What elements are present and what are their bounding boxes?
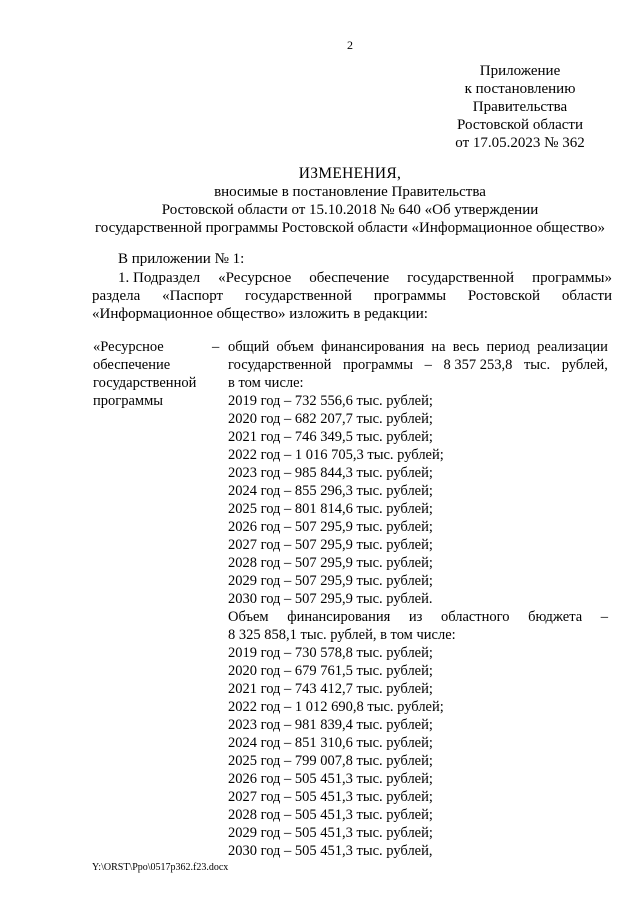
- year-row: 2020 год – 679 761,5 тыс. рублей;: [228, 663, 433, 679]
- word: весь: [452, 339, 480, 355]
- resource-values: [228, 338, 608, 860]
- year-row: 2026 год – 505 451,3 тыс. рублей;: [228, 771, 433, 787]
- total-line: [228, 338, 608, 356]
- word: 1. Подраздел: [118, 270, 201, 286]
- word: из: [408, 609, 423, 625]
- word: бюджета: [528, 609, 583, 625]
- resource-label: [93, 338, 196, 410]
- year-row: 2030 год – 505 451,3 тыс. рублей,: [228, 843, 433, 859]
- year-row: 2022 год – 1 012 690,8 тыс. рублей;: [228, 699, 444, 715]
- year-row: 2027 год – 507 295,9 тыс. рублей;: [228, 537, 433, 553]
- word: период: [486, 339, 530, 355]
- year-row: 2019 год – 732 556,6 тыс. рублей;: [228, 393, 433, 409]
- word: 8 357 253,8: [443, 357, 513, 373]
- year-row: 2024 год – 855 296,3 тыс. рублей;: [228, 483, 433, 499]
- label-line: обеспечение: [93, 357, 171, 373]
- label-line: государственной: [93, 375, 197, 391]
- year-row: 2028 год – 505 451,3 тыс. рублей;: [228, 807, 433, 823]
- regional-line: 8 325 858,1 тыс. рублей, в том числе:: [228, 627, 456, 643]
- year-row: 2024 год – 851 310,6 тыс. рублей;: [228, 735, 433, 751]
- word: на: [431, 339, 446, 355]
- word: финансирования: [321, 339, 425, 355]
- label-line: программы: [93, 393, 163, 409]
- word: общий: [228, 339, 270, 355]
- year-row: 2021 год – 746 349,5 тыс. рублей;: [228, 429, 433, 445]
- appendix-line: Ростовской области: [457, 117, 583, 133]
- word: раздела: [92, 288, 141, 304]
- word: государственной: [228, 357, 332, 373]
- year-row: 2021 год – 743 412,7 тыс. рублей;: [228, 681, 433, 697]
- title-line: Ростовской области от 15.10.2018 № 640 «Об утверждении: [161, 202, 539, 218]
- year-row: 2022 год – 1 016 705,3 тыс. рублей;: [228, 447, 444, 463]
- document-title-block: [40, 165, 640, 237]
- page-number: 2: [347, 38, 353, 52]
- appendix-line: Приложение: [479, 63, 561, 79]
- word: областного: [440, 609, 510, 625]
- title-line: вносимые в постановление Правительства: [214, 184, 486, 200]
- year-row: 2020 год – 682 207,7 тыс. рублей;: [228, 411, 433, 427]
- year-row: 2023 год – 985 844,3 тыс. рублей;: [228, 465, 433, 481]
- word: области: [561, 288, 612, 304]
- word: «Паспорт: [162, 288, 224, 304]
- appendix-line: Правительства: [472, 99, 568, 115]
- paragraph-line: «Информационное общество» изложить в редакции:: [92, 306, 428, 322]
- appendix-line: к постановлению: [464, 81, 576, 97]
- year-row: 2023 год – 981 839,4 тыс. рублей;: [228, 717, 433, 733]
- year-row: 2019 год – 730 578,8 тыс. рублей;: [228, 645, 433, 661]
- file-path-footer: Y:\ORST\Ppo\0517p362.f23.docx: [92, 862, 229, 873]
- word: обеспечение: [309, 270, 390, 286]
- year-row: 2030 год – 507 295,9 тыс. рублей.: [228, 591, 433, 607]
- year-row: 2029 год – 507 295,9 тыс. рублей;: [228, 573, 433, 589]
- word: объем: [276, 339, 314, 355]
- regional-line: [228, 608, 608, 626]
- word: Ростовской: [467, 288, 540, 304]
- word: –: [600, 609, 608, 625]
- word: рублей,: [561, 357, 608, 373]
- word: –: [424, 357, 432, 373]
- label-line: «Ресурсное: [93, 339, 164, 355]
- word: Объем: [228, 609, 269, 625]
- year-row: 2029 год – 505 451,3 тыс. рублей;: [228, 825, 433, 841]
- year-row: 2025 год – 801 814,6 тыс. рублей;: [228, 501, 433, 517]
- paragraph-line: [92, 269, 612, 287]
- title-line: государственной программы Ростовской области «Информационное общество»: [94, 220, 605, 236]
- paragraph-line: [92, 287, 612, 305]
- year-row: 2025 год – 799 007,8 тыс. рублей;: [228, 753, 433, 769]
- paragraph-1: [92, 269, 612, 323]
- appendix-header: [440, 62, 600, 152]
- word: программы»: [532, 270, 612, 286]
- word: программы: [342, 357, 413, 373]
- year-row: 2028 год – 507 295,9 тыс. рублей;: [228, 555, 433, 571]
- year-row: 2027 год – 505 451,3 тыс. рублей;: [228, 789, 433, 805]
- word: программы: [373, 288, 447, 304]
- intro-line: В приложении № 1:: [118, 251, 245, 267]
- year-row: 2026 год – 507 295,9 тыс. рублей;: [228, 519, 433, 535]
- appendix-line: от 17.05.2023 № 362: [455, 135, 585, 151]
- document-title: ИЗМЕНЕНИЯ,: [298, 165, 402, 182]
- word: финансирования: [287, 609, 391, 625]
- total-line: в том числе:: [228, 375, 304, 391]
- dash-separator: –: [212, 339, 220, 355]
- word: государственной: [407, 270, 515, 286]
- word: реализации: [537, 339, 608, 355]
- word: государственной: [244, 288, 352, 304]
- total-line: [228, 356, 608, 374]
- word: тыс.: [523, 357, 551, 373]
- word: «Ресурсное: [218, 270, 292, 286]
